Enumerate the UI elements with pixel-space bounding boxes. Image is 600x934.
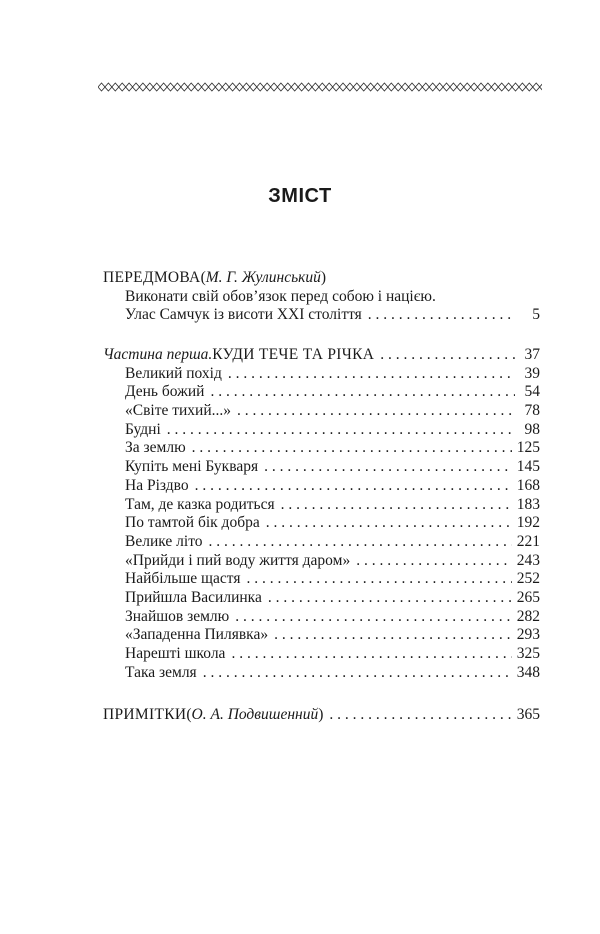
chapter-title: День божий xyxy=(125,383,205,401)
chapter-title: Будні xyxy=(125,420,161,438)
toc-entry[interactable] xyxy=(103,421,540,440)
chapter-title: «Западенна Пилявка» xyxy=(125,626,269,644)
toc-part-one xyxy=(103,346,540,682)
dot-leader xyxy=(246,570,511,589)
page-number: 365 xyxy=(516,706,540,723)
chapter-title: «Прийди і пий воду життя даром» xyxy=(125,551,351,569)
toc-entry[interactable] xyxy=(103,570,540,589)
page-number: 293 xyxy=(516,626,540,644)
toc-entry[interactable] xyxy=(103,664,540,683)
notes-author: О. А. Подвишенний xyxy=(191,706,319,723)
chapter-title: По тамтой бік добра xyxy=(125,514,260,532)
dot-leader xyxy=(281,496,512,515)
chapter-list xyxy=(103,365,540,683)
preface-label: ПЕРЕДМОВА xyxy=(103,269,201,286)
dot-leader xyxy=(356,552,512,571)
page-number: 221 xyxy=(516,532,540,550)
chapter-title: Знайшов землю xyxy=(125,607,230,625)
toc-entry[interactable] xyxy=(103,383,540,402)
preface-title-line1: Виконати свій обов’язок перед собою і нацією. xyxy=(125,287,436,305)
dot-leader xyxy=(228,365,515,384)
toc-entry[interactable] xyxy=(103,365,540,384)
page-number: 243 xyxy=(516,551,540,569)
toc-entry[interactable] xyxy=(103,514,540,533)
toc-entry[interactable] xyxy=(103,626,540,645)
page-number: 39 xyxy=(524,364,540,382)
page-number: 78 xyxy=(524,402,540,420)
chapter-title: Прийшла Василинка xyxy=(125,588,262,606)
decorative-ornament-border xyxy=(98,81,542,93)
dot-leader xyxy=(192,439,512,458)
page-number: 325 xyxy=(516,645,540,662)
preface-author: М. Г. Жулинський xyxy=(205,269,321,286)
dot-leader xyxy=(167,421,515,440)
page-number: 192 xyxy=(516,514,540,532)
chapter-title: Купіть мені Букваря xyxy=(125,458,259,476)
chapter-title: «Світе тихий...» xyxy=(125,402,232,420)
page-number: 265 xyxy=(516,588,540,606)
page-title: ЗМІСТ xyxy=(268,185,332,207)
toc-preface xyxy=(103,269,540,325)
dot-leader xyxy=(329,706,511,725)
toc-entry[interactable] xyxy=(103,346,540,365)
dot-leader xyxy=(264,458,512,477)
toc-entry[interactable]: ПРИМІТКИ ( О. А. Подвишенний ) . . . 365 xyxy=(103,706,540,725)
chapter-title: Там, де казка родиться xyxy=(125,495,275,513)
toc-entry[interactable] xyxy=(103,306,540,325)
dot-leader xyxy=(266,514,512,533)
chapter-title: Така земля xyxy=(125,663,197,681)
chapter-title: Нарешті школа xyxy=(125,645,226,662)
chapter-title: За землю xyxy=(125,439,186,457)
dot-leader xyxy=(203,664,512,683)
dot-leader xyxy=(209,533,512,552)
dot-leader xyxy=(274,626,512,645)
toc-entry[interactable] xyxy=(103,533,540,552)
page-number: 183 xyxy=(516,495,540,513)
page-number: 145 xyxy=(516,458,540,476)
chapter-title: Найбільше щастя xyxy=(125,570,241,588)
toc-entry[interactable] xyxy=(103,552,540,571)
page-number: 348 xyxy=(516,663,540,681)
dot-leader xyxy=(235,608,512,627)
chapter-title: На Різдво xyxy=(125,476,189,494)
toc-entry[interactable] xyxy=(103,439,540,458)
toc-entry[interactable] xyxy=(103,496,540,515)
toc-entry[interactable] xyxy=(103,645,540,664)
toc-entry[interactable] xyxy=(103,589,540,608)
toc-preface-line1 xyxy=(103,288,540,307)
preface-title-line2: Улас Самчук із висоти XXI століття xyxy=(125,306,362,324)
page-number: 54 xyxy=(524,383,540,401)
toc-entry[interactable] xyxy=(103,608,540,627)
dot-leader xyxy=(210,383,515,402)
page-number: 5 xyxy=(532,306,540,324)
page-number: 98 xyxy=(524,420,540,438)
toc-entry[interactable] xyxy=(103,458,540,477)
dot-leader xyxy=(237,402,515,421)
dot-leader xyxy=(231,645,511,664)
page-number: 252 xyxy=(516,570,540,588)
page-number: 125 xyxy=(516,439,540,457)
page-number: 168 xyxy=(516,476,540,494)
dot-leader xyxy=(268,589,512,608)
page-number: 282 xyxy=(516,607,540,625)
toc-notes xyxy=(103,706,540,725)
page-number: 37 xyxy=(524,346,540,363)
dot-leader xyxy=(368,306,515,325)
toc-entry[interactable] xyxy=(103,402,540,421)
notes-label: ПРИМІТКИ xyxy=(103,706,187,723)
toc-entry[interactable] xyxy=(103,477,540,496)
part-label: КУДИ ТЕЧЕ ТА РІЧКА xyxy=(212,346,375,363)
chapter-title: Великий похід xyxy=(125,364,222,382)
part-label-italic: Частина перша. xyxy=(103,346,213,363)
chapter-title: Велике літо xyxy=(125,532,203,550)
dot-leader xyxy=(195,477,512,496)
toc-preface-heading: ПЕРЕДМОВА ( М. Г. Жулинський ) xyxy=(103,269,327,286)
dot-leader xyxy=(380,346,515,365)
